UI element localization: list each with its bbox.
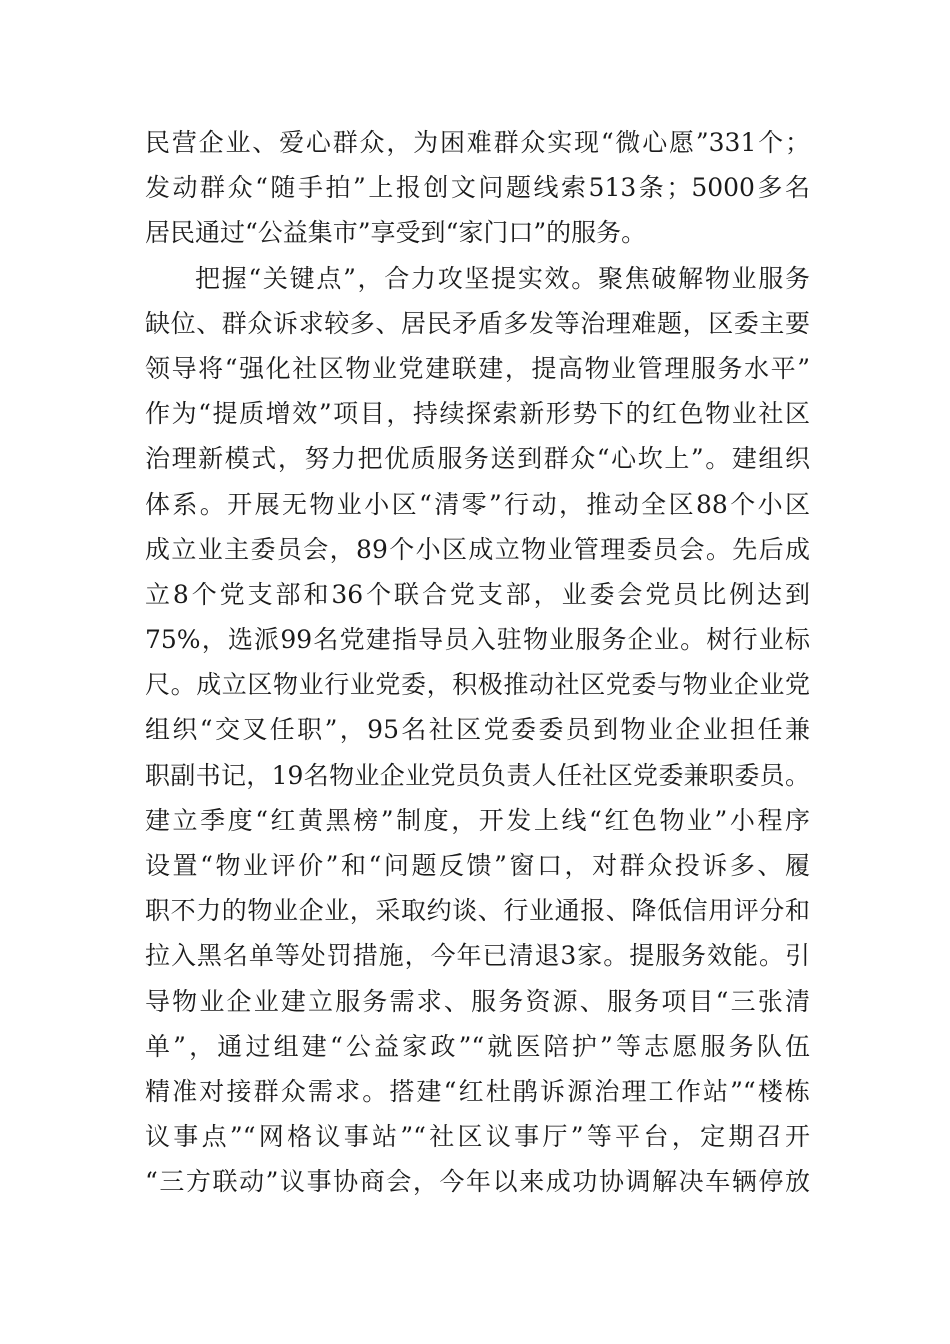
text-line: “三方联动”议事协商会，今年以来成功协调解决车辆停放 (145, 1167, 810, 1197)
text-line: 居民通过“公益集市”享受到“家门口”的服务。 (145, 218, 647, 248)
text-line: 议事点”“网格议事站”“社区议事厅”等平台，定期召开 (145, 1122, 810, 1152)
paragraph (145, 120, 810, 256)
text-line: 拉入黑名单等处罚措施，今年已清退3家。提服务效能。引 (145, 941, 810, 971)
text-line: 成立业主委员会，89个小区成立物业管理委员会。先后成 (145, 534, 810, 564)
text-line: 职不力的物业企业，采取约谈、行业通报、降低信用评分和 (145, 896, 810, 926)
text-line: 单”，通过组建“公益家政”“就医陪护”等志愿服务队伍 (145, 1031, 810, 1061)
text-line: 职副书记，19名物业企业党员负责人任社区党委兼职委员。 (145, 760, 810, 790)
text-line: 发动群众“随手拍”上报创文问题线索513条；5000多名 (145, 173, 810, 203)
text-line: 组织“交叉任职”，95名社区党委委员到物业企业担任兼 (145, 715, 810, 745)
text-line: 导物业企业建立服务需求、服务资源、服务项目“三张清 (145, 986, 810, 1016)
text-line: 精准对接群众需求。搭建“红杜鹃诉源治理工作站”“楼栋 (145, 1076, 810, 1106)
text-line: 设置“物业评价”和“问题反馈”窗口，对群众投诉多、履 (145, 851, 810, 880)
text-line: 尺。成立区物业行业党委，积极推动社区党委与物业企业党 (145, 670, 810, 700)
text-line: 民营企业、爱心群众，为困难群众实现“微心愿”331个； (145, 128, 810, 157)
text-line: 75%，选派99名党建指导员入驻物业服务企业。树行业标 (145, 625, 810, 655)
text-line: 作为“提质增效”项目，持续探索新形势下的红色物业社区 (145, 399, 810, 429)
text-line: 把握“关键点”，合力攻坚提实效。聚焦破解物业服务 (195, 263, 810, 293)
paragraph (145, 256, 810, 1205)
body-text (145, 120, 810, 1205)
text-line: 领导将“强化社区物业党建联建，提高物业管理服务水平” (145, 353, 810, 383)
text-line: 建立季度“红黄黑榜”制度，开发上线“红色物业”小程序 (145, 805, 810, 835)
text-line: 立8个党支部和36个联合党支部，业委会党员比例达到 (145, 579, 810, 609)
text-line: 体系。开展无物业小区“清零”行动，推动全区88个小区 (145, 489, 811, 519)
text-line: 缺位、群众诉求较多、居民矛盾多发等治理难题，区委主要 (145, 308, 810, 338)
text-line: 治理新模式，努力把优质服务送到群众“心坎上”。建组织 (145, 444, 810, 474)
